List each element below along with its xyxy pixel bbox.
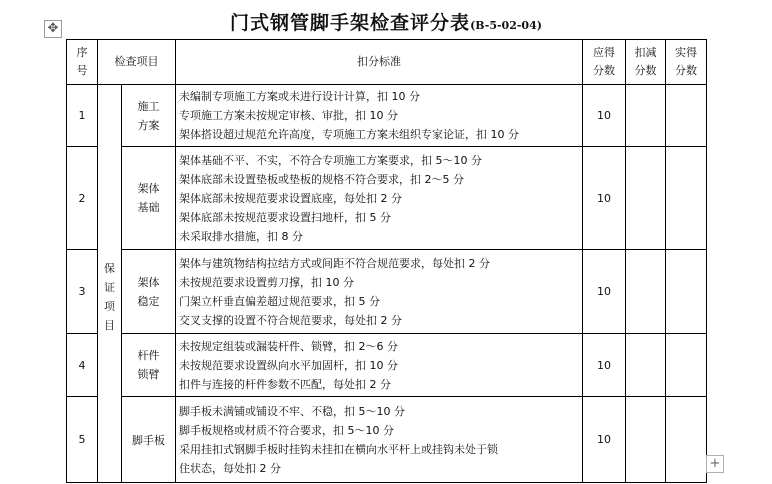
item-name: 架体 稳定: [122, 250, 176, 334]
row-number: 1: [67, 85, 98, 147]
due-points: 10: [583, 85, 626, 147]
deduction-standard: 架体基础不平、不实，不符合专项施工方案要求，扣 5～10 分 架体底部未设置垫板或垫板的规格不符合要求，扣 2～5 分 架体底部未按规范要求设置底座，每处扣 2 分 架体底部未按规范要求设置扫地杆，扣 5 分 未采取排水措施，扣 8 分: [176, 147, 583, 250]
header-item: 检查项目: [98, 40, 176, 85]
item-name: 施工 方案: [122, 85, 176, 147]
table-row: [67, 147, 707, 250]
row-number: 5: [67, 397, 98, 483]
form-code: (B-5-02-04): [470, 19, 542, 32]
actual-points-cell[interactable]: [666, 147, 707, 250]
add-row-plus-icon[interactable]: +: [706, 455, 724, 473]
row-number: 3: [67, 250, 98, 334]
title-text: 门式钢管脚手架检查评分表: [230, 12, 471, 34]
actual-points-cell[interactable]: [666, 397, 707, 483]
due-points: 10: [583, 334, 626, 397]
deduction-standard: 未编制专项施工方案或未进行设计计算，扣 10 分 专项施工方案未按规定审核、审批，扣 10 分 架体搭设超过规范允许高度，专项施工方案未组织专家论证，扣 10 分: [176, 85, 583, 147]
document-title: [0, 8, 772, 35]
deduct-points-cell[interactable]: [626, 334, 666, 397]
deduct-points-cell[interactable]: [626, 397, 666, 483]
due-points: 10: [583, 250, 626, 334]
header-standard: 扣分标准: [176, 40, 583, 85]
group-label: 保 证 项 目: [98, 85, 122, 483]
header-due-points: 应得 分数: [583, 40, 626, 85]
actual-points-cell[interactable]: [666, 250, 707, 334]
deduction-standard: 脚手板未满铺或铺设不牢、不稳，扣 5～10 分 脚手板规格或材质不符合要求，扣 5～10 分 采用挂扣式钢脚手板时挂钩未挂扣在横向水平杆上或挂钩未处于锁 住状态，每处扣 2 分: [176, 397, 583, 483]
header-seq: 序 号: [67, 40, 98, 85]
due-points: 10: [583, 147, 626, 250]
row-number: 4: [67, 334, 98, 397]
deduction-standard: 架体与建筑物结构拉结方式或间距不符合规范要求，每处扣 2 分 未按规范要求设置剪刀撑，扣 10 分 门架立杆垂直偏差超过规范要求，扣 5 分 交叉支撑的设置不符合规范要求，每处扣 2 分: [176, 250, 583, 334]
item-name: 杆件 锁臂: [122, 334, 176, 397]
item-name: 脚手板: [122, 397, 176, 483]
due-points: 10: [583, 397, 626, 483]
row-number: 2: [67, 147, 98, 250]
table-row: [67, 334, 707, 397]
deduction-standard: 未按规定组装或漏装杆件、锁臂，扣 2～6 分 未按规范要求设置纵向水平加固杆，扣 10 分 扣件与连接的杆件参数不匹配，每处扣 2 分: [176, 334, 583, 397]
deduct-points-cell[interactable]: [626, 250, 666, 334]
header-deduct-points: 扣减 分数: [626, 40, 666, 85]
score-table: [66, 39, 707, 483]
header-actual-points: 实得 分数: [666, 40, 707, 85]
header-row: [67, 40, 707, 85]
deduct-points-cell[interactable]: [626, 85, 666, 147]
table-row: [67, 85, 707, 147]
deduct-points-cell[interactable]: [626, 147, 666, 250]
actual-points-cell[interactable]: [666, 85, 707, 147]
actual-points-cell[interactable]: [666, 334, 707, 397]
table-row: [67, 250, 707, 334]
item-name: 架体 基础: [122, 147, 176, 250]
table-row: [67, 397, 707, 483]
table-move-handle-icon[interactable]: ✥: [44, 20, 62, 38]
